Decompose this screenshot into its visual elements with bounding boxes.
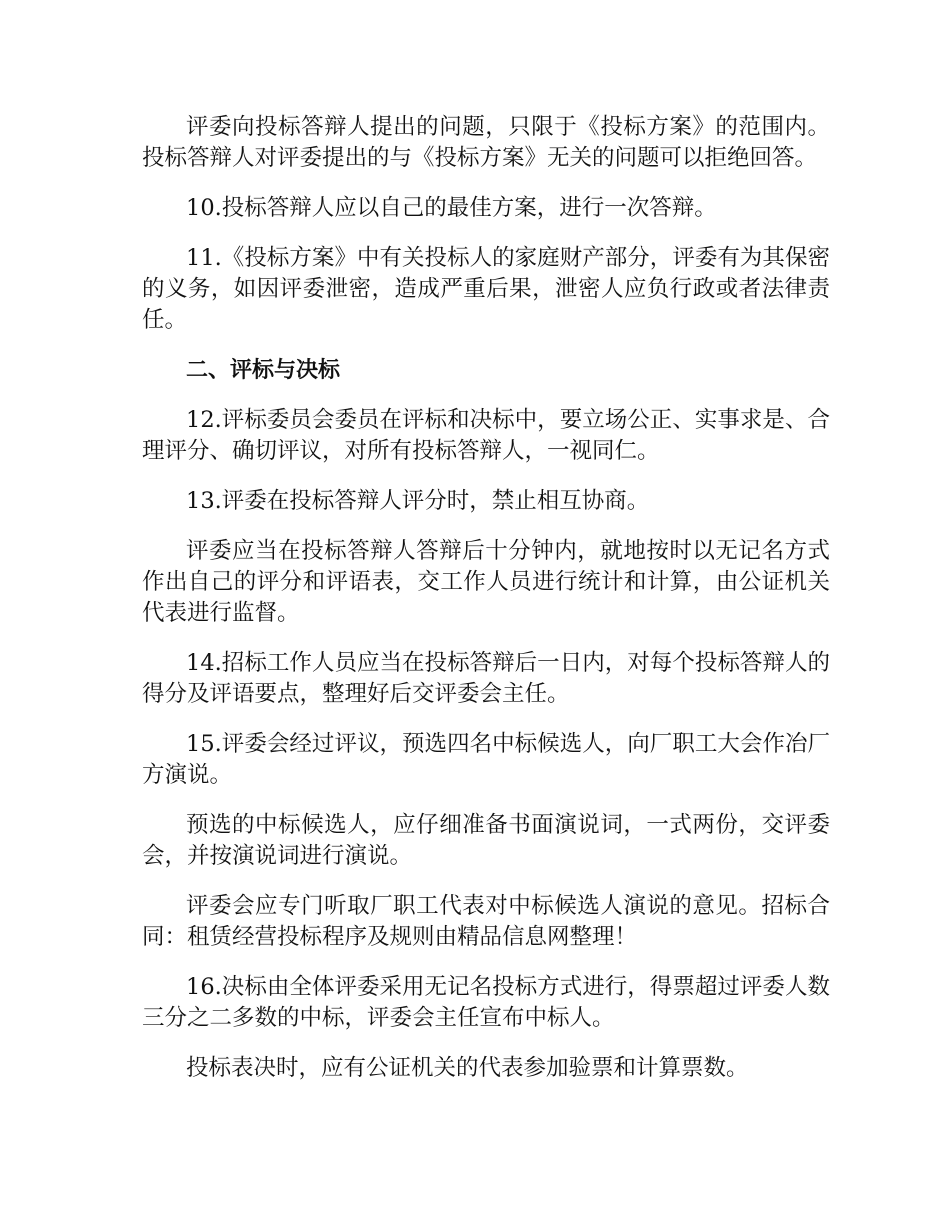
paragraph-scoring-procedure: 评委应当在投标答辩人答辩后十分钟内，就地按时以无记名方式作出自己的评分和评语表，交工作人员进行统计和计算，由公证机关代表进行监督。 — [142, 538, 830, 626]
paragraph-speech-preparation: 预选的中标候选人，应仔细准备书面演说词，一式两份，交评委会，并按演说词进行演说。 — [142, 812, 830, 869]
section-heading-evaluation: 二、评标与决标 — [186, 358, 341, 383]
paragraph-item-15: 15.评委会经过评议，预选四名中标候选人，向厂职工大会作冶厂方演说。 — [142, 731, 830, 788]
paragraph-item-10: 10.投标答辩人应以自己的最佳方案，进行一次答辩。 — [186, 195, 717, 221]
paragraph-item-14: 14.招标工作人员应当在投标答辩后一日内，对每个投标答辩人的得分及评语要点，整理好后交评委会主任。 — [142, 650, 830, 707]
paragraph-item-11: 11.《投标方案》中有关投标人的家庭财产部分，评委有为其保密的义务，如因评委泄密，造成严重后果，泄密人应负行政或者法律责任。 — [142, 245, 830, 333]
paragraph-question-scope: 评委向投标答辩人提出的问题，只限于《投标方案》的范围内。投标答辩人对评委提出的与《投标方案》无关的问题可以拒绝回答。 — [142, 114, 830, 171]
paragraph-employee-opinion: 评委会应专门听取厂职工代表对中标候选人演说的意见。招标合同：租赁经营投标程序及规则由精品信息网整理！ — [142, 893, 830, 950]
document-body — [142, 112, 830, 1103]
paragraph-vote-supervision: 投标表决时，应有公证机关的代表参加验票和计算票数。 — [186, 1055, 749, 1081]
paragraph-item-13: 13.评委在投标答辩人评分时，禁止相互协商。 — [186, 488, 650, 514]
paragraph-item-12: 12.评标委员会委员在评标和决标中，要立场公正、实事求是、合理评分、确切评议，对所有投标答辩人，一视同仁。 — [142, 407, 830, 464]
paragraph-item-16: 16.决标由全体评委采用无记名投标方式进行，得票超过评委人数三分之二多数的中标，评委会主任宣布中标人。 — [142, 974, 830, 1031]
